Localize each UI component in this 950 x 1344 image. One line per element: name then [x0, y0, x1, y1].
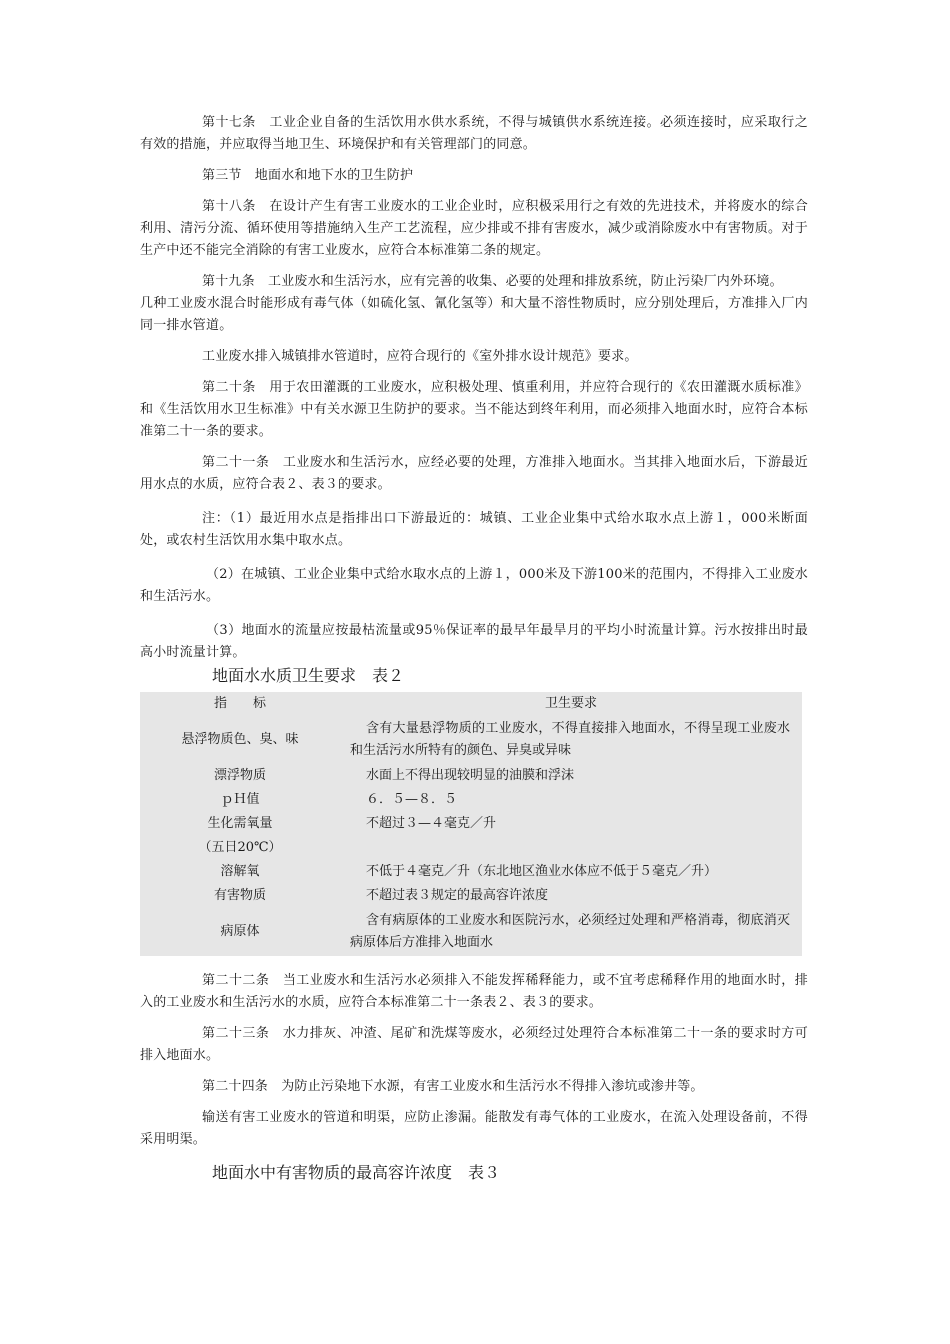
- note-2: （2）在城镇、工业企业集中式给水取水点的上游１，000米及下游100米的范围内，不得排入工业废水和生活污水。: [140, 567, 808, 604]
- article-20: 第二十条 用于农田灌溉的工业废水，应积极处理、慎重利用，并应符合现行的《农田灌溉水质标准》和《生活饮用水卫生标准》中有关水源卫生防护的要求。当不能达到终年利用，而必须排入地面水时，应符合本标准第二十一条的要求。: [140, 380, 808, 439]
- table-2-caption: 地面水水质卫生要求 表２: [212, 666, 405, 685]
- table-row: [140, 908, 802, 956]
- table-2: [140, 692, 802, 956]
- table-row: [140, 836, 802, 860]
- indicator-cell: 生化需氧量: [207, 816, 273, 831]
- indicator-cell: 漂浮物质: [213, 768, 266, 783]
- requirement-cell: [340, 812, 802, 836]
- requirement-cell: [340, 884, 802, 908]
- requirement-text: 含有病原体的工业废水和医院污水，必须经过处理和严格消毒，彻底消灭病原体后方准排入地面水: [350, 913, 790, 950]
- article-19-paragraph-3: 工业废水排入城镇排水管道时，应符合现行的《室外排水设计规范》要求。: [202, 349, 638, 364]
- document-page: [140, 112, 808, 1185]
- header-requirement: 卫生要求: [544, 696, 597, 711]
- note-3: （3）地面水的流量应按最枯流量或95％保证率的最早年最旱月的平均小时流量计算。污水按排出时最高小时流量计算。: [140, 623, 808, 660]
- indicator-cell: 溶解氧: [220, 864, 260, 879]
- indicator-cell: （五日20℃）: [198, 840, 282, 855]
- requirement-cell: [340, 716, 802, 764]
- article-24-paragraph-2: 输送有害工业废水的管道和明渠，应防止渗漏。能散发有毒气体的工业废水，在流入处理设备前，不得采用明渠。: [140, 1110, 808, 1147]
- article-19-paragraph-2: 几种工业废水混合时能形成有毒气体（如硫化氢、氰化氢等）和大量不溶性物质时，应分别处理后，方准排入厂内同一排水管道。: [140, 296, 808, 333]
- header-indicator: 指 标: [213, 696, 266, 711]
- article-18: 第十八条 在设计产生有害工业废水的工业企业时，应积极采用行之有效的先进技术，并将废水的综合利用、清污分流、循环使用等措施纳入生产工艺流程，应少排或不排有害废水，减少或消除废水中有害物质。对于生产中还不能完全消除的有害工业废水，应符合本标准第二条的规定。: [140, 199, 808, 258]
- requirement-cell: [340, 860, 802, 884]
- article-24: 第二十四条 为防止污染地下水源，有害工业废水和生活污水不得排入渗坑或渗井等。: [202, 1079, 704, 1094]
- requirement-cell: [340, 908, 802, 956]
- requirement-cell: [340, 788, 802, 812]
- indicator-cell: 病原体: [220, 924, 260, 939]
- table-header-row: [140, 692, 802, 716]
- requirement-text: 不低于４毫克／升（东北地区渔业水体应不低于５毫克／升）: [366, 864, 718, 879]
- article-21: 第二十一条 工业废水和生活污水，应经必要的处理，方准排入地面水。当其排入地面水后，下游最近用水点的水质，应符合表２、表３的要求。: [140, 455, 808, 492]
- table-row: [140, 884, 802, 908]
- table-row: [140, 764, 802, 788]
- requirement-text: ６．５—８．５: [366, 792, 458, 807]
- requirement-cell: [340, 764, 802, 788]
- table-row: [140, 716, 802, 764]
- indicator-cell: 有害物质: [213, 888, 266, 903]
- table-row: [140, 812, 802, 836]
- requirement-text: 水面上不得出现较明显的油膜和浮沫: [366, 768, 575, 783]
- article-17: 第十七条 工业企业自备的生活饮用水供水系统，不得与城镇供水系统连接。必须连接时，应采取行之有效的措施，并应取得当地卫生、环境保护和有关管理部门的同意。: [140, 115, 808, 152]
- table-row: [140, 788, 802, 812]
- requirement-text: 不超过表３规定的最高容许浓度: [366, 888, 549, 903]
- table-3-caption: 地面水中有害物质的最高容许浓度 表３: [212, 1163, 501, 1182]
- indicator-cell: 悬浮物质色、臭、味: [181, 732, 299, 747]
- indicator-cell: ｐＨ值: [220, 792, 260, 807]
- article-22: 第二十二条 当工业废水和生活污水必须排入不能发挥稀释能力，或不宜考虑稀释作用的地面水时，排入的工业废水和生活污水的水质，应符合本标准第二十一条表２、表３的要求。: [140, 973, 808, 1010]
- requirement-cell: [340, 836, 802, 860]
- article-19: 第十九条 工业废水和生活污水，应有完善的收集、必要的处理和排放系统，防止污染厂内外环境。: [202, 274, 783, 289]
- article-23: 第二十三条 水力排灰、冲渣、尾矿和洗煤等废水，必须经过处理符合本标准第二十一条的要求时方可排入地面水。: [140, 1026, 808, 1063]
- note-1: 注：（1）最近用水点是指排出口下游最近的：城镇、工业企业集中式给水取水点上游１，000米断面处，或农村生活饮用水集中取水点。: [140, 511, 808, 548]
- table-row: [140, 860, 802, 884]
- section-3-heading: 第三节 地面水和地下水的卫生防护: [202, 168, 414, 183]
- requirement-text: 不超过３—４毫克／升: [366, 816, 497, 831]
- requirement-text: 含有大量悬浮物质的工业废水，不得直接排入地面水，不得呈现工业废水和生活污水所特有的颜色、异臭或异味: [350, 721, 790, 758]
